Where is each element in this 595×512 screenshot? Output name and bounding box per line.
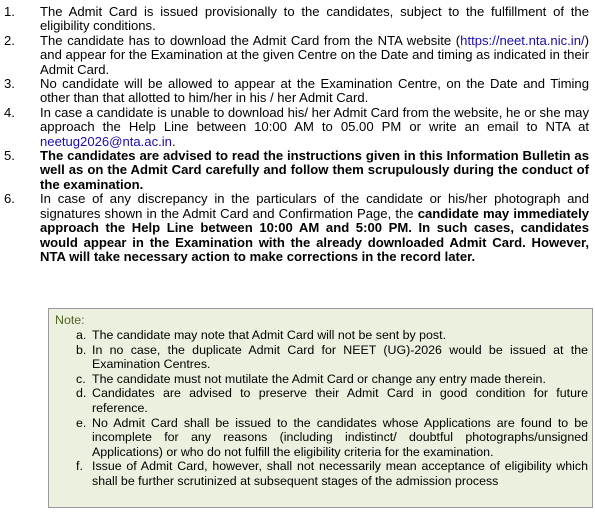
note-item-f <box>49 459 594 488</box>
note-letter: f. <box>76 459 83 474</box>
instruction-item-6 <box>0 192 595 264</box>
instruction-text-segment: . <box>171 133 176 149</box>
instruction-text-segment: No candidate will be allowed to appear at the Examination Centre, on the Date and Timing other than that allotted to him/her in his / her Admit Card. <box>40 76 589 106</box>
note-item-b <box>49 343 594 372</box>
instruction-text-segment: ) and appear for the Examination at the given Centre on the Date and timing as indicated in their Admit Card. <box>40 32 589 77</box>
instruction-text-bold: candidate may immediately approach the Help Line between 10:00 AM and 5:00 PM. In such cases, candidates would appear in the Examination with the already downloaded Admit Card. However, NTA will take necessary action to make corrections in the record later. <box>40 205 590 264</box>
note-item-c <box>49 372 594 387</box>
instruction-text <box>40 33 589 77</box>
instruction-item-4 <box>0 106 595 149</box>
note-text: Candidates are advised to preserve their Admit Card in good condition for future reference. <box>92 386 588 415</box>
nta-website-link[interactable]: https://neet.nta.nic.in/ <box>460 32 585 48</box>
note-letter: d. <box>76 386 87 401</box>
instruction-item-3 <box>0 77 595 106</box>
instruction-text <box>40 4 589 33</box>
note-title: Note: <box>55 313 85 327</box>
note-letter: b. <box>76 342 87 357</box>
instruction-item-5 <box>0 149 595 192</box>
note-text: The candidate may note that Admit Card will not be sent by post. <box>92 328 447 342</box>
instruction-text-segment: In case a candidate is unable to download his/ her Admit Card from the website, he or she may approach the Help Line between 10:00 AM to 05.00 PM or write an email to NTA at <box>40 104 589 135</box>
instruction-text <box>40 191 589 264</box>
instruction-list <box>0 5 595 264</box>
instruction-number: 3. <box>4 76 15 92</box>
instruction-text <box>40 76 589 105</box>
instruction-text <box>40 148 589 192</box>
instruction-text <box>40 105 589 149</box>
note-text: The candidate must not mutilate the Admit Card or change any entry made therein. <box>92 371 546 386</box>
instruction-number: 5. <box>4 148 15 164</box>
note-item-e <box>49 416 594 460</box>
note-item-a <box>49 328 594 343</box>
note-text: No Admit Card shall be issued to the candidates whose Applications are found to be incomplete for any reasons (including indistinct/ doubtful photographs/unsigned Applications) or who do not fulfill the eligibility criteria for the examination. <box>92 415 588 459</box>
instruction-number: 2. <box>4 32 15 48</box>
instruction-text-segment: The candidate has to download the Admit Card from the NTA website ( <box>40 32 461 48</box>
instruction-number: 6. <box>4 191 15 207</box>
instruction-number: 1. <box>4 4 15 19</box>
note-text: In no case, the duplicate Admit Card for NEET (UG)-2026 would be issued at the Examination Centres. <box>92 342 588 372</box>
instruction-text-segment: In case of any discrepancy in the particulars of the candidate or his/her photograph and signatures shown in the Admit Card and Confirmation Page, the <box>40 191 589 221</box>
instruction-number: 4. <box>4 104 15 120</box>
note-list <box>49 328 594 489</box>
instruction-text-segment: The Admit Card is issued provisionally to the candidates, subject to the fulfillment of the eligibility conditions. <box>40 4 589 34</box>
note-letter: e. <box>76 415 87 430</box>
nta-email-link[interactable]: neetug2026@nta.ac.in <box>40 133 172 149</box>
note-letter: a. <box>76 328 87 342</box>
note-text: Issue of Admit Card, however, shall not necessarily mean acceptance of eligibility which shall be further scrutinized at subsequent stages of the admission process <box>92 459 588 488</box>
instruction-text-bold: The candidates are advised to read the instructions given in this Information Bulletin as well as on the Admit Card carefully and follow them scrupulously during the conduct of the examination. <box>40 148 589 192</box>
note-letter: c. <box>76 371 86 386</box>
instruction-item-2 <box>0 34 595 77</box>
instruction-item-1 <box>0 5 595 34</box>
note-box <box>48 308 593 508</box>
note-item-d <box>49 386 594 415</box>
